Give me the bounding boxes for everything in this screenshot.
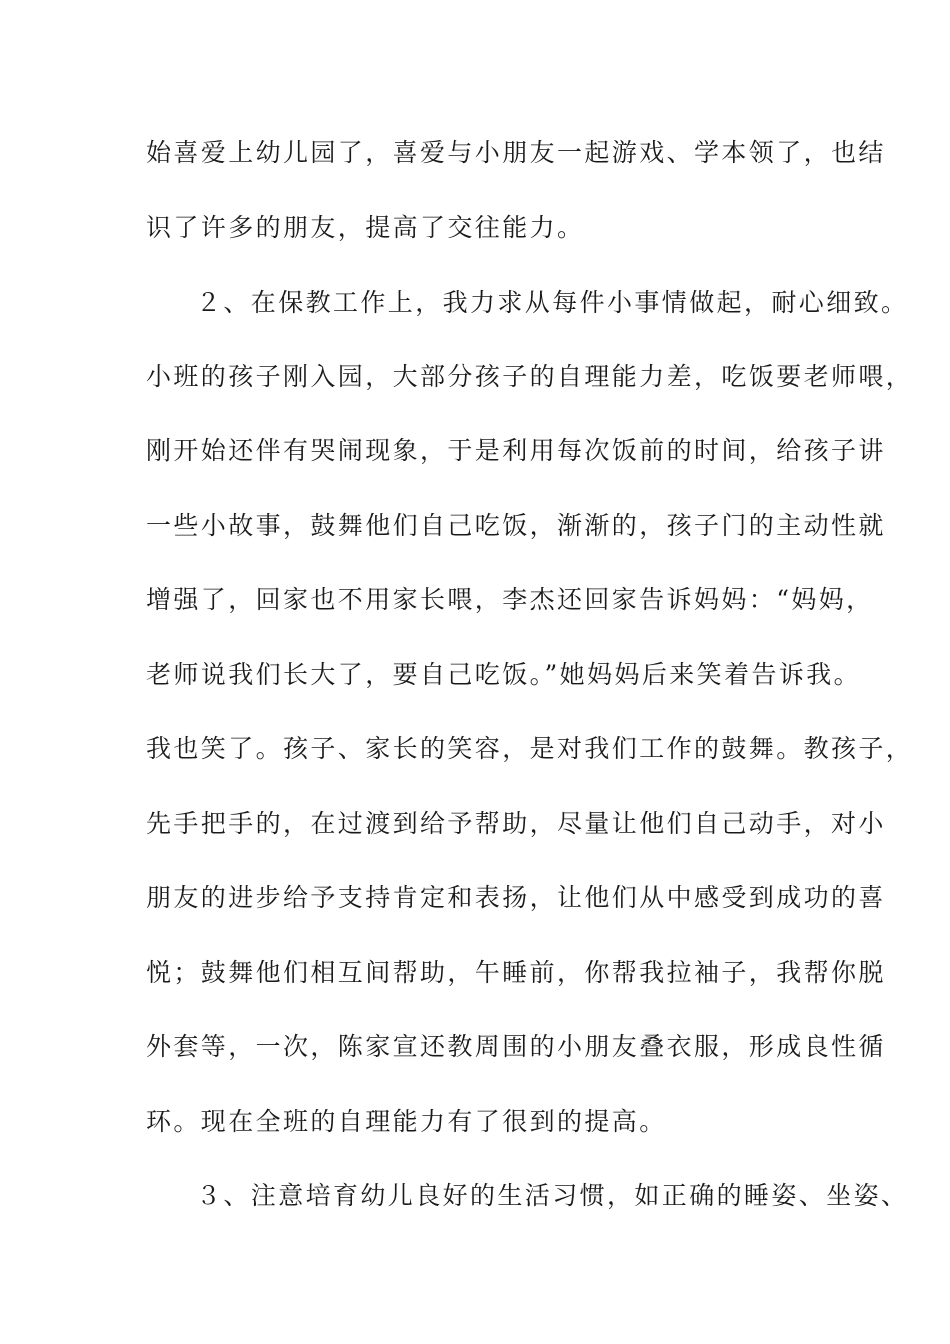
- text-line: 老师说我们长大了，要自己吃饭。”她妈妈后来笑着告诉我。: [146, 660, 862, 689]
- text-line: 朋友的进步给予支持肯定和表扬，让他们从中感受到成功的喜: [146, 883, 886, 912]
- text-line: 始喜爱上幼儿园了，喜爱与小朋友一起游戏、学本领了，也结: [146, 138, 886, 167]
- text-line: 先手把手的，在过渡到给予帮助，尽量让他们自己动手，对小: [146, 809, 886, 838]
- text-line: 悦；鼓舞他们相互间帮助，午睡前，你帮我拉袖子，我帮你脱: [146, 958, 886, 987]
- text-line: 小班的孩子刚入园，大部分孩子的自理能力差，吃饭要老师喂，: [146, 362, 914, 391]
- text-line: 外套等，一次，陈家宣还教周围的小朋友叠衣服，形成良性循: [146, 1032, 886, 1061]
- text-line: 环。现在全班的自理能力有了很到的提高。: [146, 1107, 667, 1136]
- text-line: 刚开始还伴有哭闹现象，于是利用每次饭前的时间，给孩子讲: [146, 436, 886, 465]
- paragraph-start-line: ３、注意培育幼儿良好的生活习惯，如正确的睡姿、坐姿、: [196, 1181, 909, 1210]
- paragraph-start-line: ２、在保教工作上，我力求从每件小事情做起，耐心细致。: [196, 288, 909, 317]
- text-line: 我也笑了。孩子、家长的笑容，是对我们工作的鼓舞。教孩子，: [146, 734, 914, 763]
- text-line: 一些小故事，鼓舞他们自己吃饭，渐渐的，孩子门的主动性就: [146, 511, 886, 540]
- text-line: 增强了，回家也不用家长喂，李杰还回家告诉妈妈：“妈妈，: [146, 585, 874, 614]
- text-line: 识了许多的朋友，提高了交往能力。: [146, 213, 585, 242]
